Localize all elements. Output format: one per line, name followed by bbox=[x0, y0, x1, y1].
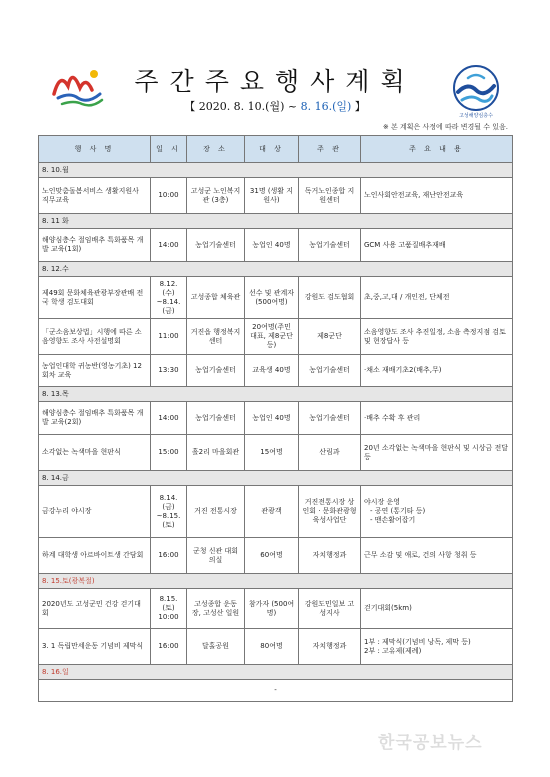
date-range: 【 2020. 8. 10.(월) ~ 8. 16.(일) 】 bbox=[184, 100, 366, 113]
table-row: 소각없는 녹색마을 현판식 15:00 흘2리 마을회관 15여명 산림과 20년 소각없는 녹색마을 현판식 및 시상금 전달 등 bbox=[39, 435, 513, 471]
logo-caption: 고성해양심층수 bbox=[459, 113, 493, 119]
col-header-event: 행 사 명 bbox=[39, 136, 151, 163]
day-row: 8. 10.월 bbox=[39, 163, 513, 178]
day-row: 8. 14.금 bbox=[39, 471, 513, 486]
col-header-target: 대 상 bbox=[245, 136, 299, 163]
day-row: 8. 11 화 bbox=[39, 214, 513, 229]
table-row: 3. 1 독립만세운동 기념비 제막식 16:00 달홀공원 80여명 자치행정과 1부 : 제막식(기념비 낭독, 제막 등) 2부 : 고유제(제례) bbox=[39, 629, 513, 665]
table-row: 노인맞춤돌봄서비스 생활지원사 직무교육 10:00 고성군 노인복지관 (3층) 31명 (생활 지원사) 독거노인종합 지원센터 노인사회안전교육, 재난안전교육 bbox=[39, 178, 513, 214]
table-row: 「군소음보상법」시행에 따른 소음영향도 조사 사전설명회 11:00 거진읍 행정복지센터 20여명(주민 대표, 제8군단 등) 제8군단 소음영향도 조사 추진일정, 소음 측정지점 검토 및 현장답사 등 bbox=[39, 319, 513, 355]
col-header-content: 주 요 내 용 bbox=[361, 136, 513, 163]
table-row: 하계 대학생 아르바이트생 간담회 16:00 군청 신관 대회의실 60여명 자치행정과 근무 소감 및 애로, 건의 사항 청취 등 bbox=[39, 538, 513, 574]
day-row-holiday: 8. 15.토(광복절) bbox=[39, 574, 513, 589]
watermark: 한국공보뉴스 bbox=[378, 733, 483, 753]
table-row: 금강누리 야시장 8.14.(금) ~8.15.(토) 거진 전통시장 관광객 거진전통시장 상인회 · 문화관광형 육성사업단 야시장 운영 - 공연 (통기타 등) - 맨손활어잡기 bbox=[39, 486, 513, 538]
table-row: 2020년도 고성군민 건강 걷기대회 8.15.(토) 10:00 고성종합 운동장, 고성산 일원 참가자 (500여명) 강원도민일보 고성지사 걷기대회(5km) bbox=[39, 589, 513, 629]
table-header-row bbox=[39, 136, 513, 163]
col-header-time: 일 시 bbox=[151, 136, 187, 163]
table-row: 농업인대학 귀농반(영농기초) 12회차 교육 13:30 농업기술센터 교육생 40명 농업기술센터 ·채소 재배기초2(배추,무) bbox=[39, 355, 513, 387]
day-row-holiday: 8. 16.일 bbox=[39, 665, 513, 680]
table-row: 제49회 문화체육관광부장관배 전국 학생 검도대회 8.12.(수) ~8.14.(금) 고성종합 체육관 선수 및 관계자 (500여명) 강원도 검도협회 초,중,고,대 / 개인전, 단체전 bbox=[39, 277, 513, 319]
day-row: 8. 12.수 bbox=[39, 262, 513, 277]
day-row: 8. 13.목 bbox=[39, 387, 513, 402]
table-row: 해양심층수 절임배추 특화품목 개발 교육(1회) 14:00 농업기술센터 농업인 40명 농업기술센터 GCM 사용 고품질배추재배 bbox=[39, 229, 513, 262]
col-header-place: 장 소 bbox=[187, 136, 245, 163]
table-row-empty: - bbox=[39, 680, 513, 702]
table-row: 해양심층수 절임배추 특화품목 개발 교육(2회) 14:00 농업기술센터 농업인 40명 농업기술센터 ·배추 수확 후 관리 bbox=[39, 402, 513, 435]
page-title: 주간주요행사계획 bbox=[134, 67, 416, 96]
change-notice: ※ 본 계획은 사정에 따라 변경될 수 있음. bbox=[382, 123, 508, 131]
weekly-schedule-table bbox=[38, 135, 513, 702]
col-header-host: 주 관 bbox=[299, 136, 361, 163]
